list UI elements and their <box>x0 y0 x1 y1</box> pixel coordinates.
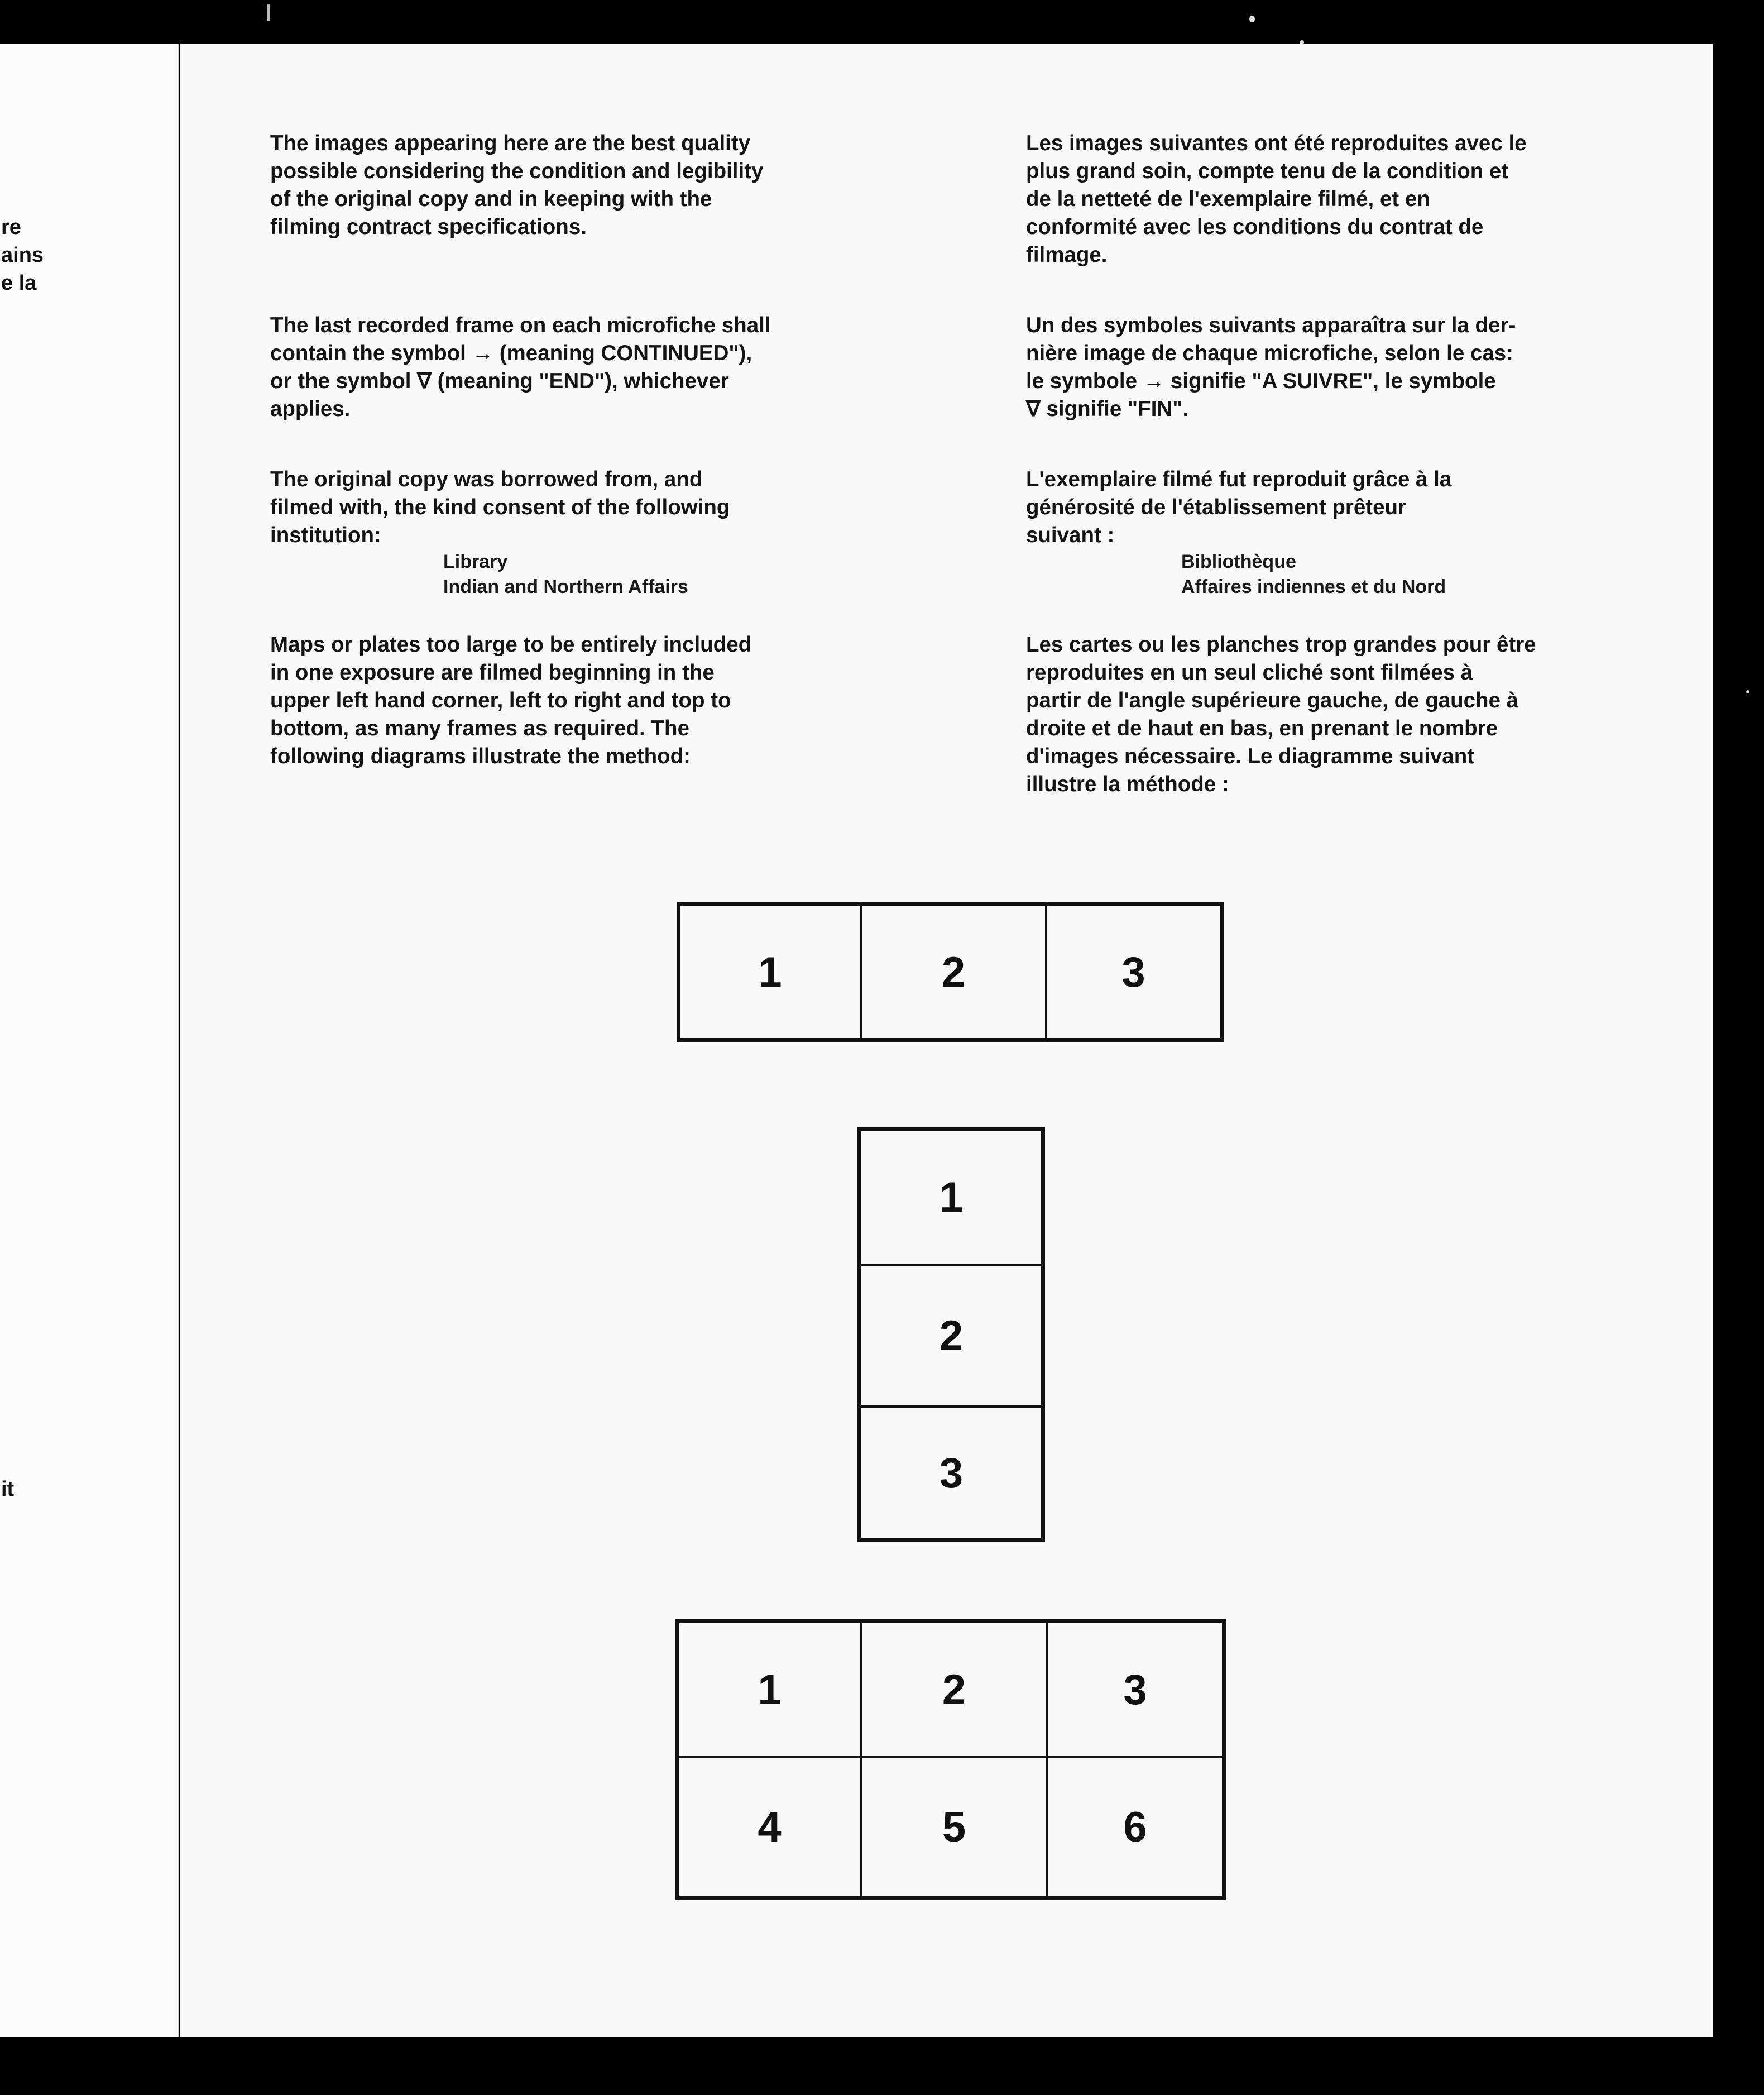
frame-cell: 2 <box>861 905 1046 1039</box>
frame-cell: 2 <box>860 1265 1042 1407</box>
scan-speck <box>1300 40 1304 45</box>
frame-cell: 5 <box>861 1757 1047 1897</box>
english-column <box>270 466 912 600</box>
english-method-paragraph: Maps or plates too large to be entirely included in one exposure are filmed beginning in the upper left hand corner, left to right and top to bottom, as many frames as required. The following diagrams illustrate the method: <box>270 633 752 768</box>
continued-arrow-icon: → <box>1143 369 1165 393</box>
left-text-fragment: ains <box>1 243 44 267</box>
english-column <box>270 130 912 241</box>
microfiche-target-page <box>180 44 1713 2037</box>
english-quality-paragraph: The images appearing here are the best quality possible considering the condition and legibility of the original copy and in keeping with the filming contract specifications. <box>270 131 764 239</box>
english-consent-paragraph: The original copy was borrowed from, and filmed with, the kind consent of the following institution: <box>270 467 730 547</box>
frame-cell: 3 <box>1047 1622 1223 1757</box>
left-text-fragment: re <box>1 216 21 239</box>
english-column <box>270 631 912 771</box>
diagram-grid-2x3 <box>675 1619 1226 1900</box>
text-run: The last recorded frame on each microfiche shall contain the symbol <box>270 313 771 365</box>
french-symbols-paragraph <box>1026 312 1696 423</box>
text-run: signifie "A SUIVRE", le symbole <box>1170 369 1496 393</box>
english-institution-name: Library Indian and Northern Affairs <box>443 551 688 597</box>
diagram-horizontal <box>677 902 1224 1042</box>
frame-cell: 3 <box>1046 905 1221 1039</box>
end-triangle-icon: ∇ <box>1026 397 1041 421</box>
text-run: (meaning CONTINUED"), or the symbol <box>270 341 752 393</box>
text-run: Un des symboles suivants apparaîtra sur la der- nière image de chaque microfiche, selon le cas: le symbole <box>1026 313 1516 393</box>
french-column <box>1026 130 1696 269</box>
frame-cell: 1 <box>678 1622 861 1757</box>
text-run: (meaning "END"), whichever applies. <box>270 369 729 421</box>
scan-speck <box>1746 690 1749 693</box>
frame-cell: 6 <box>1047 1757 1223 1897</box>
left-page-fragment <box>0 44 179 2037</box>
diagram-vertical <box>857 1127 1045 1542</box>
scan-speck <box>1249 16 1255 22</box>
english-column <box>270 312 912 423</box>
continued-arrow-icon: → <box>472 341 494 365</box>
left-text-fragment: it <box>1 1477 15 1501</box>
english-symbols-paragraph <box>270 312 912 423</box>
frame-cell: 1 <box>860 1130 1042 1265</box>
french-consent-paragraph: L'exemplaire filmé fut reproduit grâce à la générosité de l'établissement prêteur suivant : <box>1026 467 1452 547</box>
french-quality-paragraph: Les images suivantes ont été reproduites avec le plus grand soin, compte tenu de la condition et de la netteté de l'exemplaire filmé, et en conformité avec les conditions du contrat de filmage. <box>1026 131 1527 267</box>
french-column <box>1026 312 1696 423</box>
french-method-paragraph: Les cartes ou les planches trop grandes pour être reproduites en un seul cliché sont filmées à partir de l'angle supérieure gauche, de gauche à droite et de haut en bas, en prenant le nombre d'images nécessaire. Le diagramme suivant illustre la méthode : <box>1026 633 1536 796</box>
french-institution-name: Bibliothèque Affaires indiennes et du Nord <box>1181 551 1446 597</box>
frame-cell: 2 <box>861 1622 1047 1757</box>
scan-speck <box>267 4 270 21</box>
frame-cell: 1 <box>679 905 861 1039</box>
frame-cell: 3 <box>860 1407 1042 1539</box>
french-column <box>1026 631 1696 798</box>
frame-cell: 4 <box>678 1757 861 1897</box>
end-triangle-icon: ∇ <box>417 369 432 393</box>
text-run: signifie "FIN". <box>1040 397 1189 421</box>
left-text-fragment: e la <box>1 271 37 295</box>
french-column <box>1026 466 1696 600</box>
